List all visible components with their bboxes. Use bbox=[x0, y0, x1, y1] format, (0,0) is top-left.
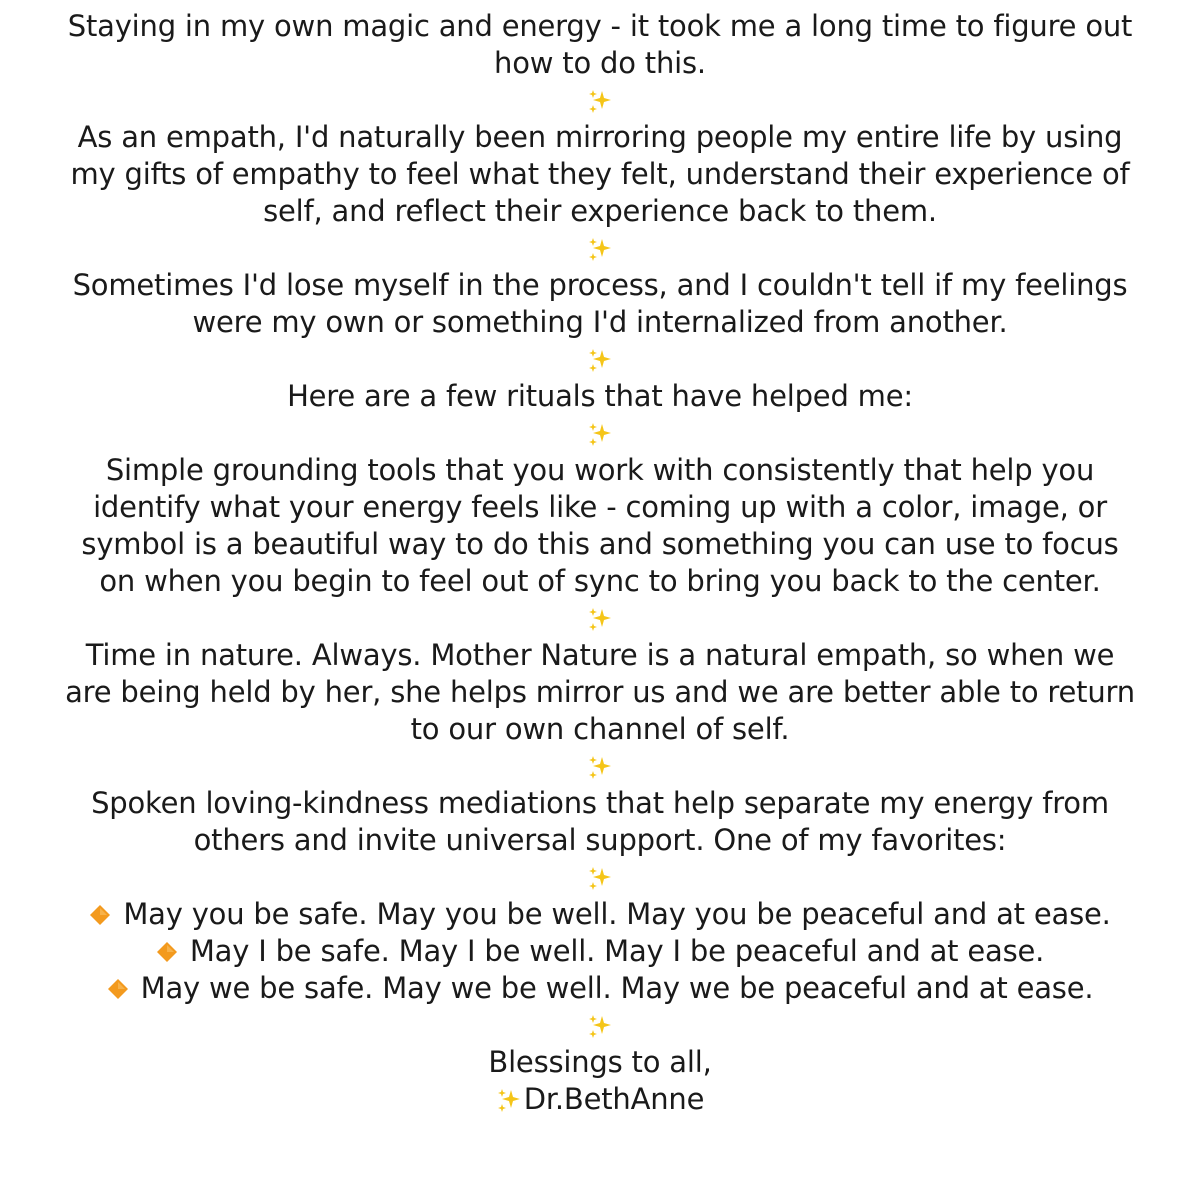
paragraph-meditations: Spoken loving-kindness mediations that help separate my energy from others and invite universal support. One of my favorites: bbox=[91, 786, 1109, 857]
closing-text: Blessings to all, bbox=[488, 1045, 712, 1079]
mantra-text: May we be safe. May we be well. May we be peaceful and at ease. bbox=[140, 971, 1094, 1005]
sparkles-icon bbox=[587, 754, 613, 780]
mantra-text: May I be safe. May I be well. May I be peaceful and at ease. bbox=[189, 934, 1045, 968]
sparkles-icon bbox=[587, 606, 613, 632]
separator bbox=[60, 341, 1140, 378]
paragraph-intro: Staying in my own magic and energy - it took me a long time to figure out how to do this. bbox=[67, 9, 1133, 80]
separator bbox=[60, 859, 1140, 896]
sparkles-icon bbox=[496, 1087, 522, 1113]
separator bbox=[60, 415, 1140, 452]
orange-diamond-icon bbox=[107, 978, 129, 1000]
mantra-line bbox=[60, 933, 1140, 970]
paragraph-grounding: Simple grounding tools that you work with consistently that help you identify what your energy feels like - coming up with a color, image, or symbol is a beautiful way to do this and something you can use to focus on when you begin to feel out of sync to bring you back to the center. bbox=[81, 453, 1119, 598]
sparkles-icon bbox=[587, 865, 613, 891]
sparkles-icon bbox=[587, 236, 613, 262]
sparkles-icon bbox=[587, 1013, 613, 1039]
separator bbox=[60, 230, 1140, 267]
orange-diamond-icon bbox=[156, 941, 178, 963]
mantra-line bbox=[60, 896, 1140, 933]
mantra-line bbox=[60, 970, 1140, 1007]
paragraph-nature: Time in nature. Always. Mother Nature is a natural empath, so when we are being held by her, she helps mirror us and we are better able to return to our own channel of self. bbox=[65, 638, 1135, 746]
orange-diamond-icon bbox=[89, 904, 111, 926]
post-body bbox=[60, 8, 1140, 1118]
sparkles-icon bbox=[587, 421, 613, 447]
mantra-text: May you be safe. May you be well. May you be peaceful and at ease. bbox=[123, 897, 1111, 931]
separator bbox=[60, 82, 1140, 119]
sparkles-icon bbox=[587, 88, 613, 114]
sparkles-icon bbox=[587, 347, 613, 373]
separator bbox=[60, 1007, 1140, 1044]
paragraph-lose-myself: Sometimes I'd lose myself in the process, and I couldn't tell if my feelings were my own or something I'd internalized from another. bbox=[72, 268, 1128, 339]
signature-name: Dr.BethAnne bbox=[523, 1082, 705, 1116]
separator bbox=[60, 600, 1140, 637]
paragraph-rituals-intro: Here are a few rituals that have helped me: bbox=[287, 379, 913, 413]
signature bbox=[60, 1081, 1140, 1118]
paragraph-empath: As an empath, I'd naturally been mirroring people my entire life by using my gifts of empathy to feel what they felt, understand their experience of self, and reflect their experience back to them. bbox=[70, 120, 1130, 228]
separator bbox=[60, 748, 1140, 785]
